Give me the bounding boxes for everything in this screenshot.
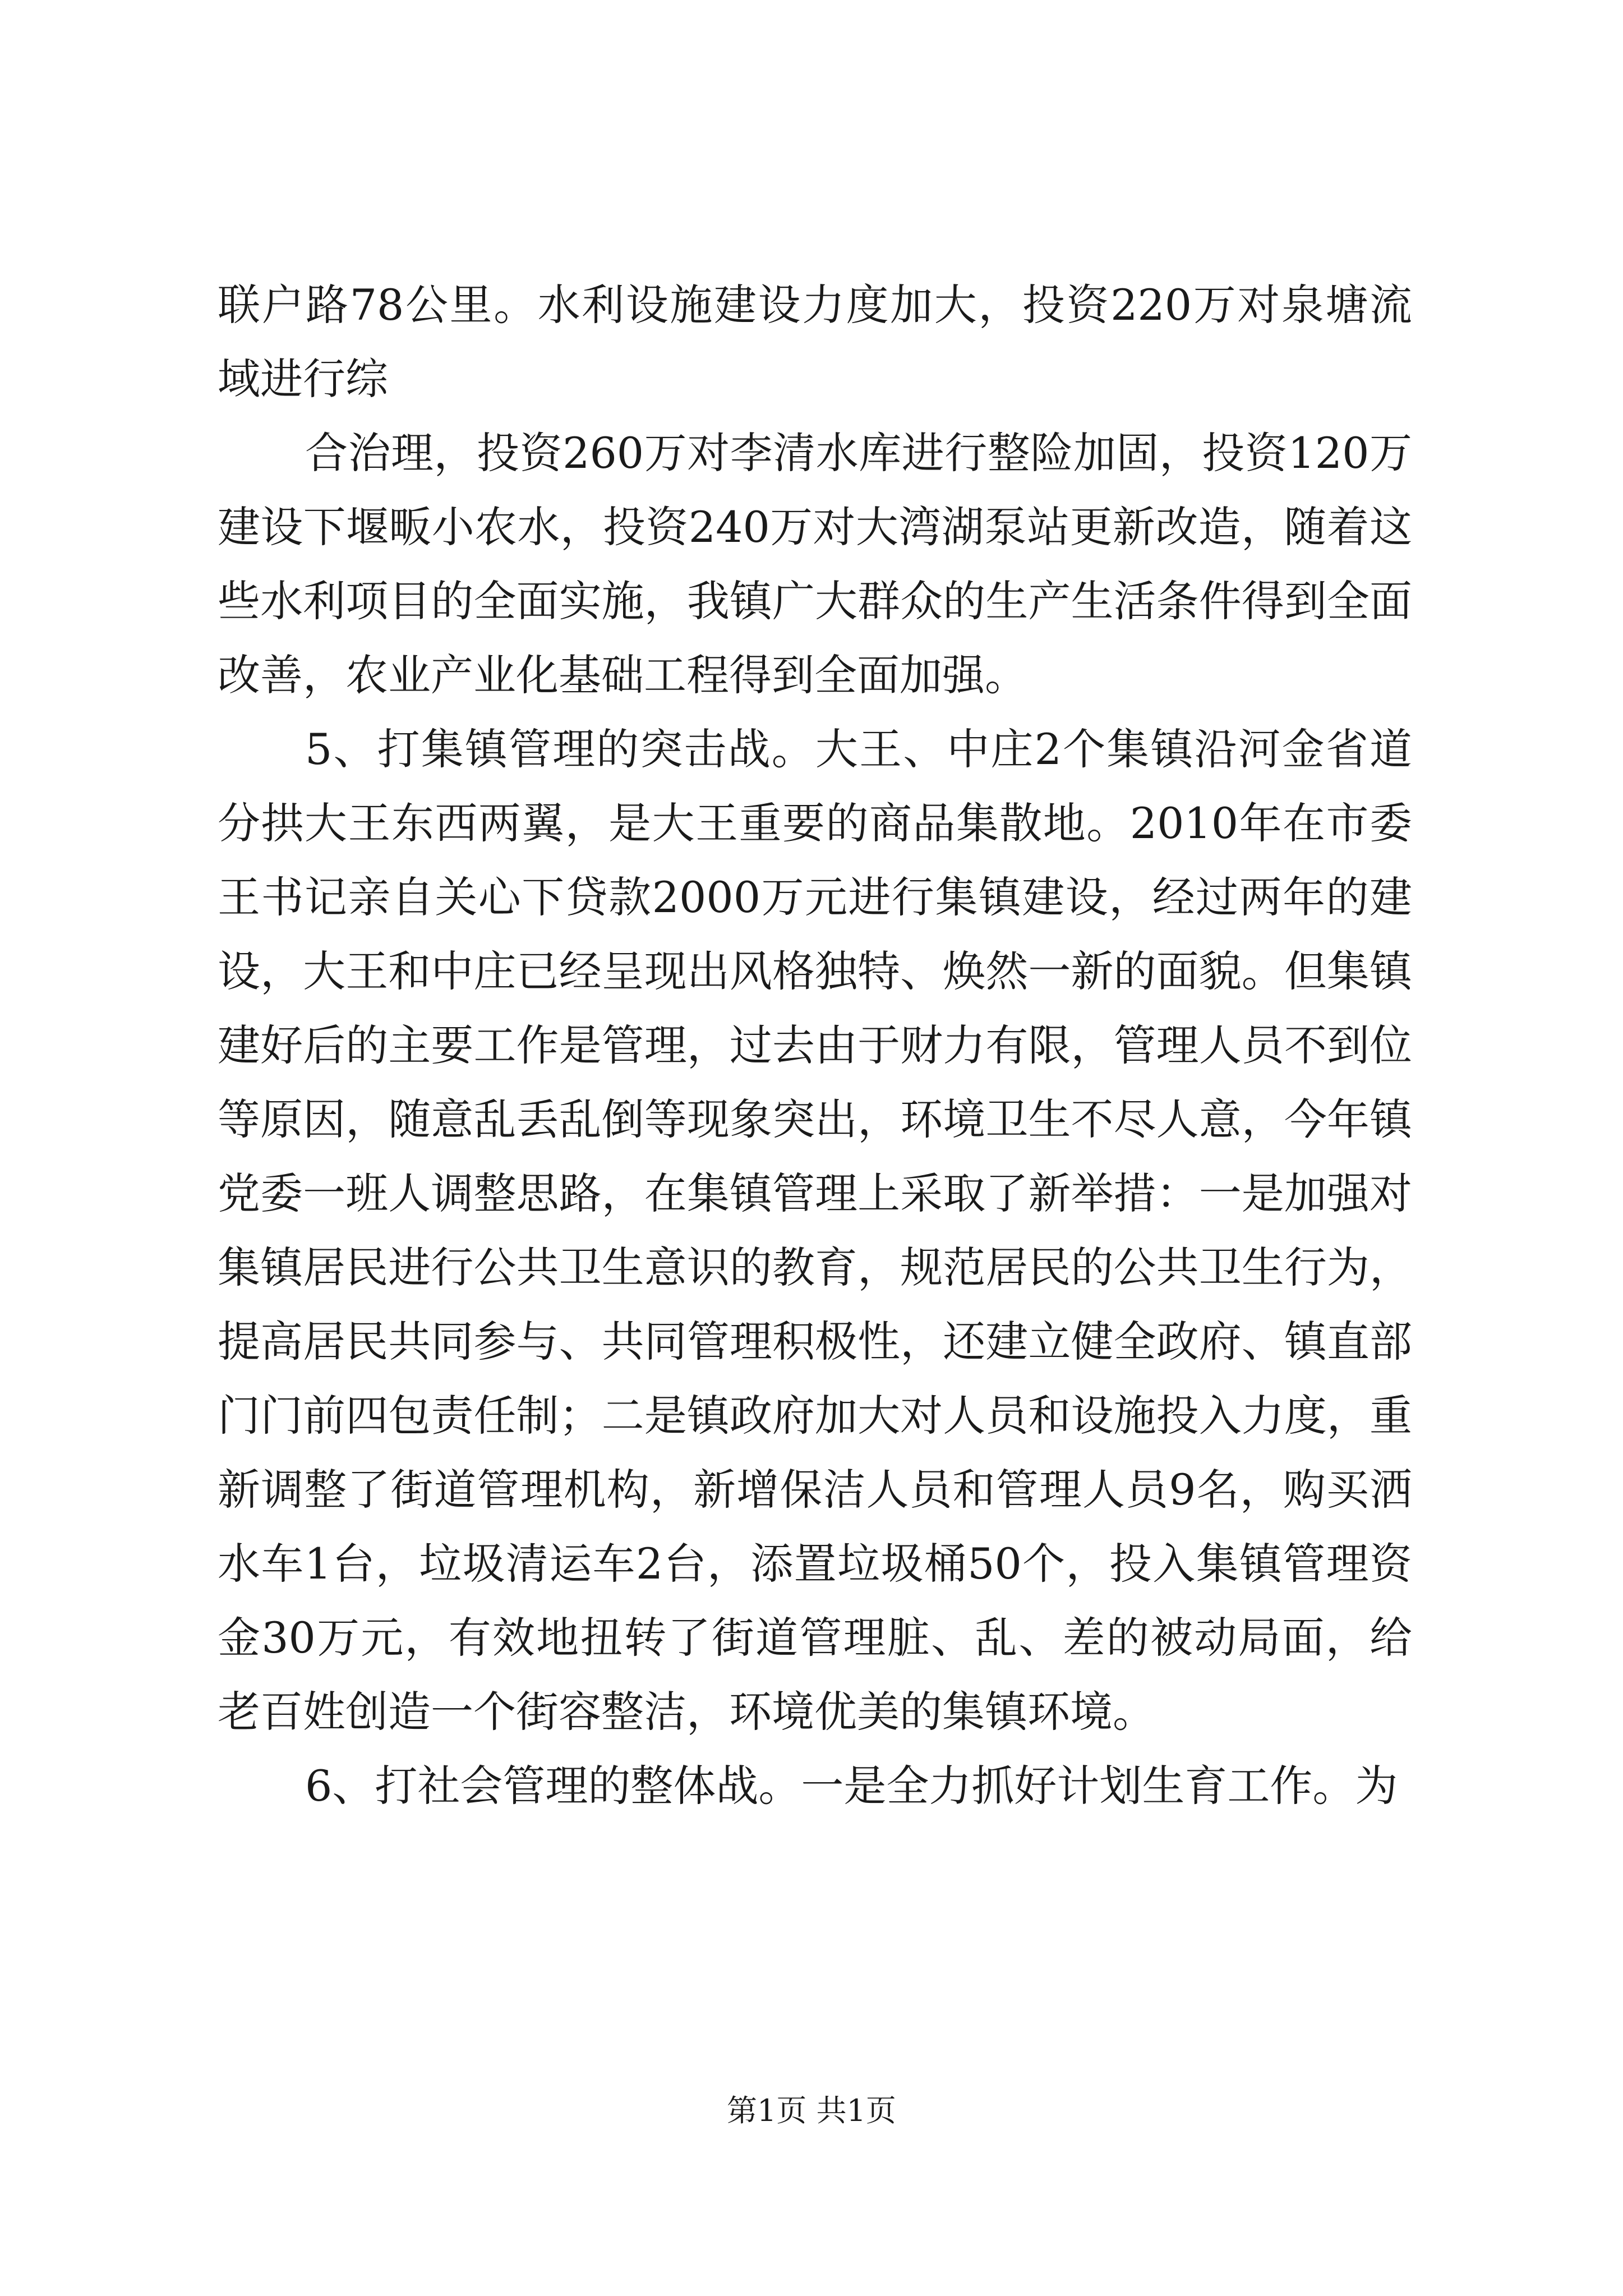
document-body <box>218 268 1412 1823</box>
page-footer: 第1页 共1页 <box>727 2093 896 2128</box>
paragraph-2: 合治理，投资260万对李清水库进行整险加固，投资120万建设下堰畈小农水，投资240万对大湾湖泵站更新改造，随着这些水利项目的全面实施，我镇广大群众的生产生活条件得到全面改善，农业产业化基础工程得到全面加强。 <box>218 428 1412 700</box>
paragraph-4: 6、打社会管理的整体战。一是全力抓好计划生育工作。为 <box>305 1761 1398 1811</box>
paragraph-1: 联户路78公里。水利设施建设力度加大，投资220万对泉塘流域进行综 <box>218 280 1412 404</box>
paragraph-3: 5、打集镇管理的突击战。大王、中庄2个集镇沿河金省道分拱大王东西两翼，是大王重要的商品集散地。2010年在市委王书记亲自关心下贷款2000万元进行集镇建设，经过两年的建设，大王和中庄已经呈现出风格独特、焕然一新的面貌。但集镇建好后的主要工作是管理，过去由于财力有限，管理人员不到位等原因，随意乱丢乱倒等现象突出，环境卫生不尽人意，今年镇党委一班人调整思路，在集镇管理上采取了新举措：一是加强对集镇居民进行公共卫生意识的教育，规范居民的公共卫生行为，提高居民共同参与、共同管理积极性，还建立健全政府、镇直部门门前四包责任制；二是镇政府加大对人员和设施投入力度，重新调整了街道管理机构，新增保洁人员和管理人员9名，购买洒水车1台，垃圾清运车2台，添置垃圾桶50个，投入集镇管理资金30万元，有效地扭转了街道管理脏、乱、差的被动局面，给老百姓创造一个街容整洁，环境优美的集镇环境。 <box>218 724 1412 1737</box>
